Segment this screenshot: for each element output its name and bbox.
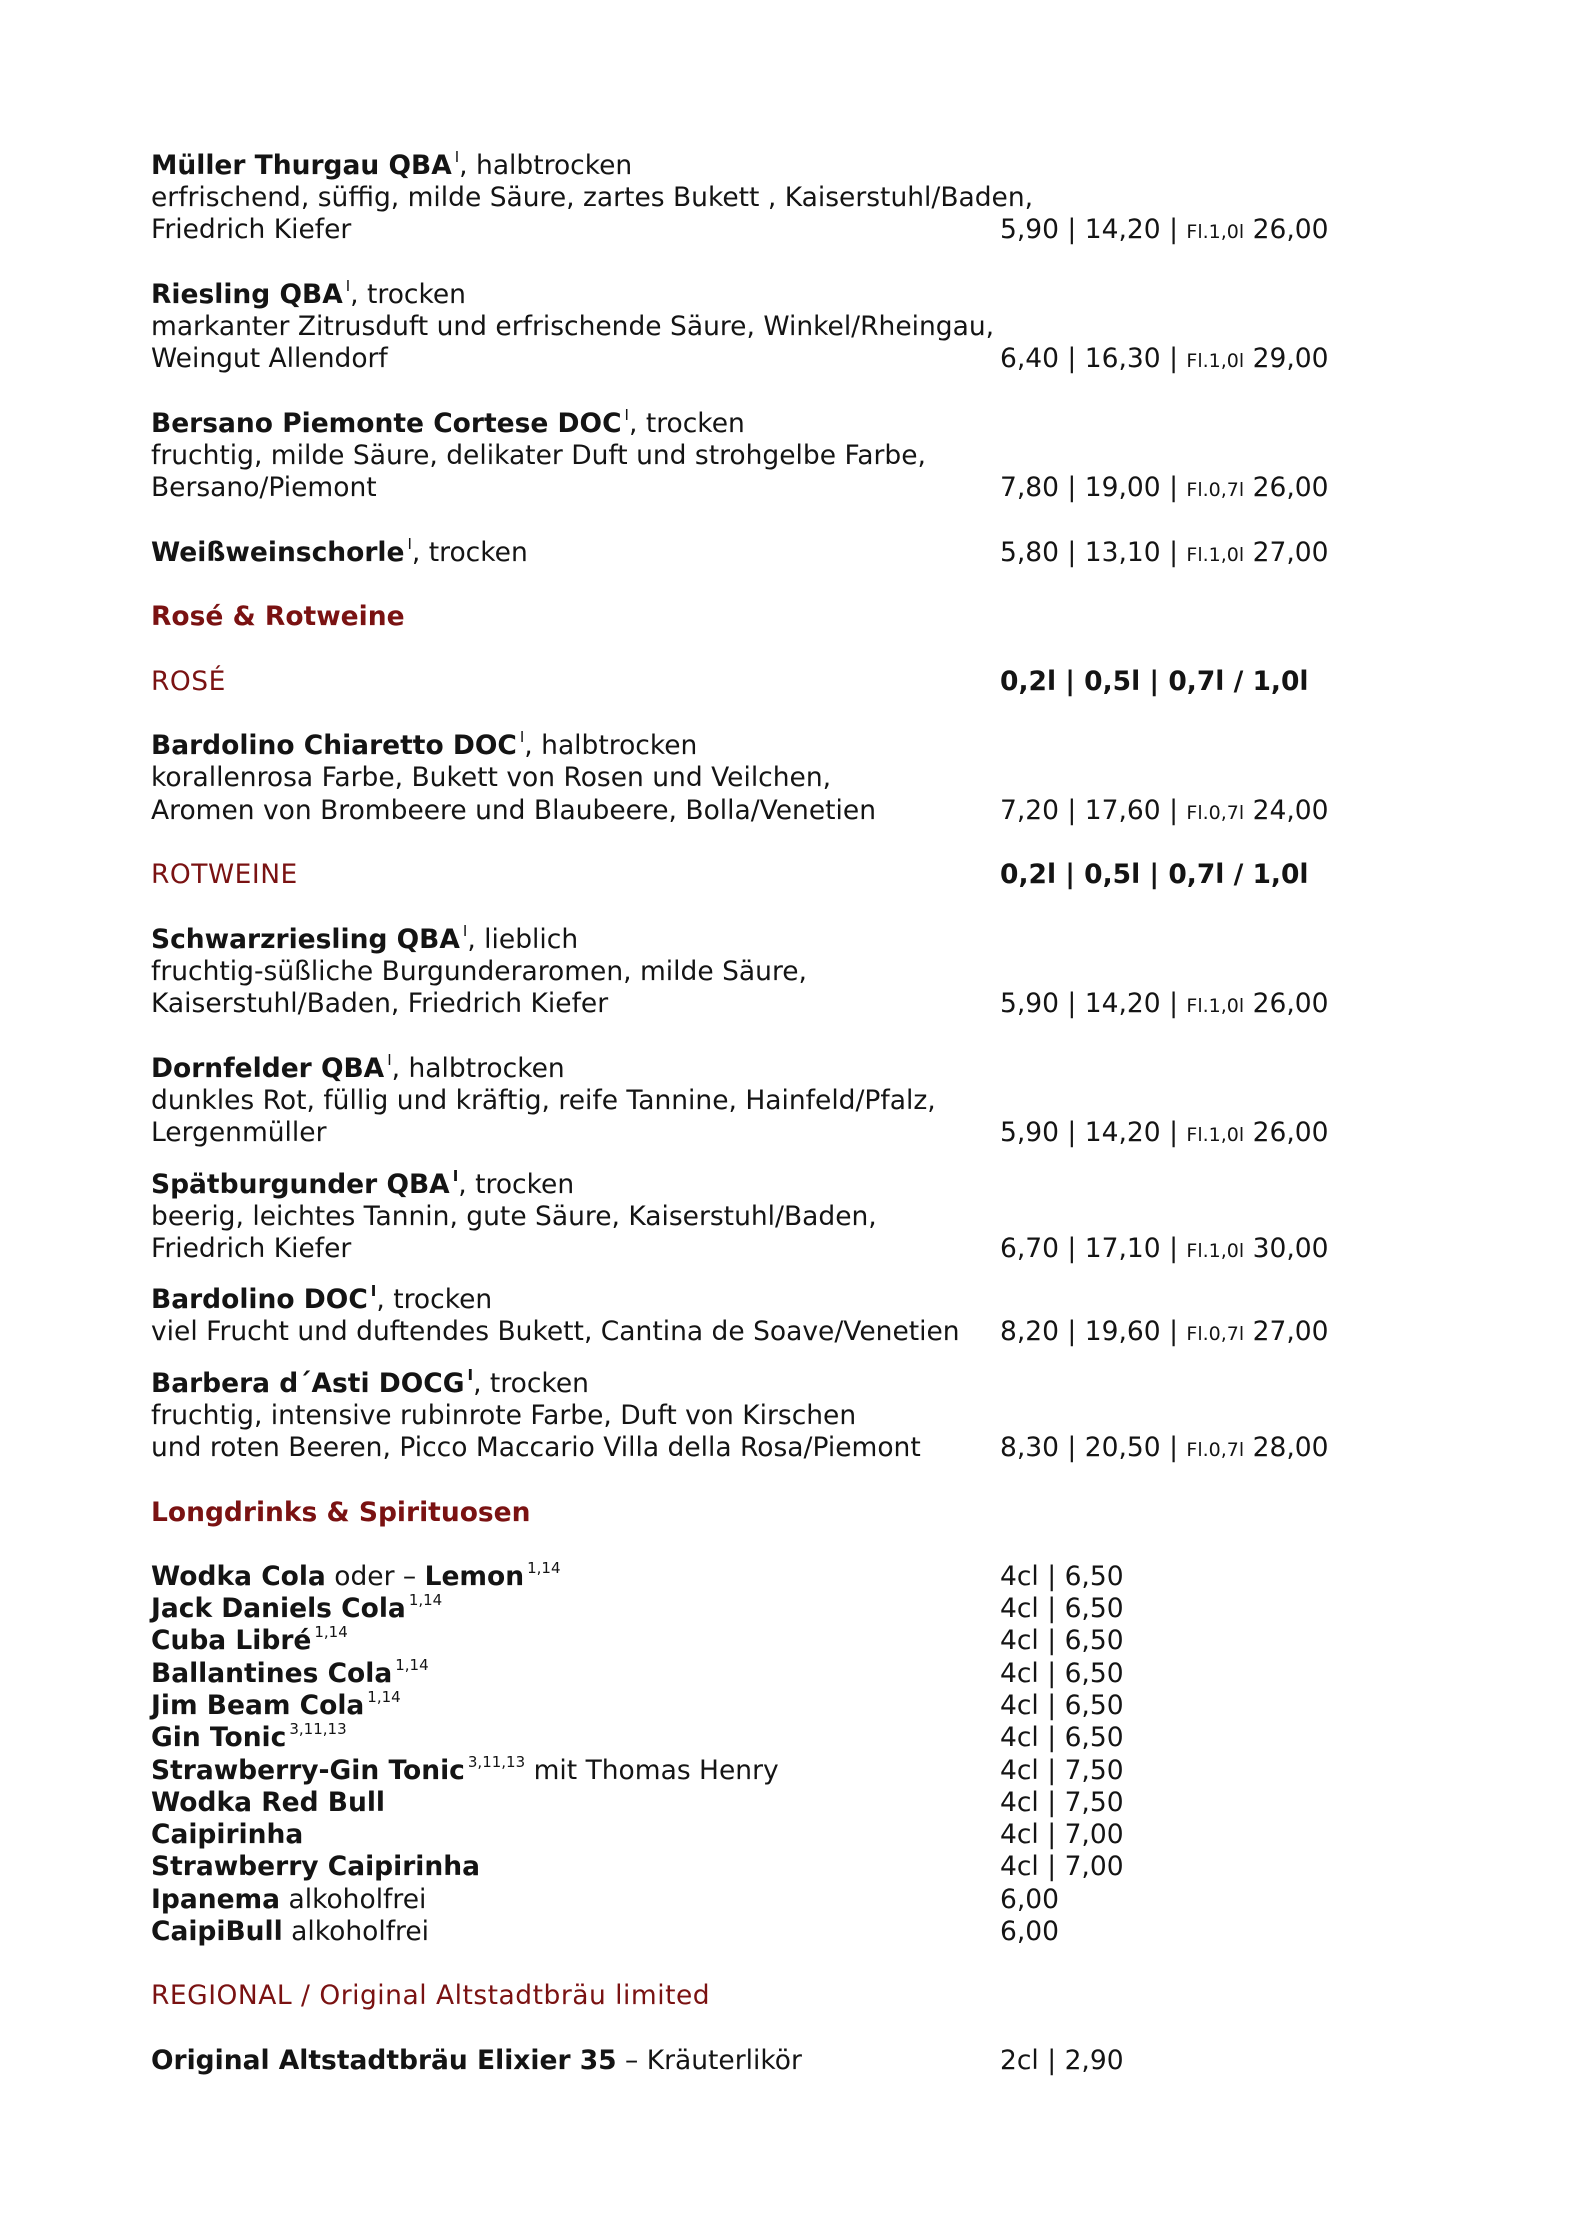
wine-name: Barbera d´Asti DOCG — [151, 1368, 465, 1399]
longdrink-item: Strawberry-Gin Tonic $^{3,11,13}$ mit Thomas Henry — [151, 1753, 779, 1786]
wine-name: Weißweinschorle — [151, 537, 405, 568]
wine-price: 5,90 | 14,20 | Fl.1,0l 26,00 — [1000, 1117, 1329, 1148]
wine-style: , trocken — [376, 1284, 493, 1315]
wine-title — [151, 1368, 589, 1400]
wine-description: markanter Zitrusduft und erfrischende Säure, Winkel/Rheingau, — [151, 311, 995, 342]
allergen-mark: I — [467, 1366, 474, 1384]
longdrink-price: 4cl | 6,50 — [1000, 1625, 1124, 1656]
allergen-mark: I — [370, 1282, 377, 1300]
allergen-mark: I — [462, 922, 468, 940]
wine-price: 7,80 | 19,00 | Fl.0,7l 26,00 — [1000, 472, 1329, 503]
longdrink-item: Jack Daniels Cola $^{1,14}$ — [151, 1591, 443, 1624]
wine-style: , trocken — [473, 1368, 589, 1399]
allergen-mark: I — [452, 1167, 459, 1185]
longdrink-price: 4cl | 7,50 — [1000, 1787, 1124, 1818]
wine-style: , halbtrocken — [459, 150, 633, 181]
wine-style: , halbtrocken — [524, 730, 698, 761]
longdrink-price: 4cl | 7,00 — [1000, 1819, 1124, 1850]
longdrink-price: 4cl | 7,00 — [1000, 1851, 1124, 1882]
wine-name: Bardolino DOC — [151, 1284, 368, 1315]
allergen-mark: I — [454, 148, 460, 166]
longdrink-price: 4cl | 6,50 — [1000, 1561, 1124, 1592]
longdrink-price: 6,00 — [1000, 1884, 1060, 1915]
longdrink-price: 4cl | 6,50 — [1000, 1593, 1124, 1624]
longdrink-item: Ballantines Cola $^{1,14}$ — [151, 1656, 429, 1689]
longdrink-item: Gin Tonic $^{3,11,13}$ — [151, 1720, 347, 1753]
wine-producer: Friedrich Kiefer — [151, 1233, 352, 1264]
allergen-mark: 1,14 — [395, 1656, 429, 1674]
allergen-mark: I — [519, 728, 525, 746]
wine-title — [151, 279, 466, 311]
wine-name: Dornfelder QBA — [151, 1053, 385, 1084]
wine-title — [151, 730, 697, 762]
wine-title — [151, 1053, 565, 1085]
wine-price: 6,70 | 17,10 | Fl.1,0l 30,00 — [1000, 1233, 1329, 1264]
longdrink-price: 4cl | 6,50 — [1000, 1722, 1124, 1753]
wine-producer: Bersano/Piemont — [151, 472, 377, 503]
wine-title — [151, 537, 528, 569]
longdrink-price: 4cl | 6,50 — [1000, 1690, 1124, 1721]
wine-name: Schwarzriesling QBA — [151, 924, 460, 955]
wine-producer: Weingut Allendorf — [151, 343, 388, 374]
wine-description: fruchtig-süßliche Burgunderaromen, milde Säure, — [151, 956, 807, 987]
wine-producer: Aromen von Brombeere und Blaubeere, Bolla/Venetien — [151, 795, 877, 826]
wine-producer: und roten Beeren, Picco Maccario Villa della Rosa/Piemont — [151, 1432, 921, 1463]
wine-description: viel Frucht und duftendes Bukett, Cantina de Soave/Venetien — [151, 1316, 960, 1347]
wine-price: 5,80 | 13,10 | Fl.1,0l 27,00 — [1000, 537, 1329, 568]
size-header: 0,2l | 0,5l | 0,7l / 1,0l — [1000, 666, 1309, 697]
wine-title — [151, 408, 745, 440]
allergen-mark: I — [407, 535, 412, 553]
wine-style: , lieblich — [467, 924, 579, 955]
wine-price: 7,20 | 17,60 | Fl.0,7l 24,00 — [1000, 795, 1329, 826]
wine-description: fruchtig, milde Säure, delikater Duft und strohgelbe Farbe, — [151, 440, 926, 471]
longdrink-item: Wodka Cola oder – Lemon $^{1,14}$ — [151, 1559, 561, 1592]
longdrink-item: Caipirinha — [151, 1819, 304, 1850]
longdrink-price: 4cl | 6,50 — [1000, 1658, 1124, 1689]
wine-title — [151, 150, 632, 182]
longdrink-item: Strawberry Caipirinha — [151, 1851, 480, 1882]
longdrink-item: Ipanema alkoholfrei — [151, 1884, 427, 1915]
wine-price: 8,30 | 20,50 | Fl.0,7l 28,00 — [1000, 1432, 1329, 1463]
allergen-mark: 3,11,13 — [467, 1753, 526, 1771]
allergen-mark: I — [624, 406, 629, 424]
wine-name: Bardolino Chiaretto DOC — [151, 730, 517, 761]
allergen-mark: 3,11,13 — [289, 1720, 347, 1738]
wine-title — [151, 1169, 574, 1201]
wine-description: dunkles Rot, füllig und kräftig, reife Tannine, Hainfeld/Pfalz, — [151, 1085, 936, 1116]
longdrink-item: Wodka Red Bull — [151, 1787, 385, 1818]
section-heading-longdrinks: Longdrinks & Spirituosen — [151, 1497, 531, 1528]
allergen-mark: I — [345, 277, 351, 295]
allergen-mark: I — [387, 1051, 392, 1069]
subheading-rose: ROSÉ — [151, 666, 226, 697]
wine-price: 6,40 | 16,30 | Fl.1,0l 29,00 — [1000, 343, 1329, 374]
wine-producer: Kaiserstuhl/Baden, Friedrich Kiefer — [151, 988, 609, 1019]
longdrink-item: Cuba Libré $^{1,14}$ — [151, 1623, 348, 1656]
wine-price: 8,20 | 19,60 | Fl.0,7l 27,00 — [1000, 1316, 1329, 1347]
allergen-mark: 1,14 — [367, 1688, 401, 1706]
wine-style: , trocken — [411, 537, 528, 568]
wine-name: Müller Thurgau QBA — [151, 150, 452, 181]
allergen-mark: 1,14 — [408, 1591, 443, 1609]
longdrink-price: 6,00 — [1000, 1916, 1060, 1947]
wine-name: Bersano Piemonte Cortese DOC — [151, 408, 622, 439]
longdrink-item: Jim Beam Cola $^{1,14}$ — [151, 1688, 401, 1721]
wine-description: korallenrosa Farbe, Bukett von Rosen und Veilchen, — [151, 762, 832, 793]
wine-style: , trocken — [628, 408, 745, 439]
wine-description: fruchtig, intensive rubinrote Farbe, Duft von Kirschen — [151, 1400, 857, 1431]
wine-price: 5,90 | 14,20 | Fl.1,0l 26,00 — [1000, 214, 1329, 245]
wine-style: , halbtrocken — [391, 1053, 565, 1084]
wine-title — [151, 924, 578, 956]
allergen-mark: 1,14 — [527, 1559, 561, 1577]
allergen-mark: 1,14 — [314, 1623, 348, 1641]
wine-name: Spätburgunder QBA — [151, 1169, 450, 1200]
section-heading-red-wines: Rosé & Rotweine — [151, 601, 405, 632]
wine-price: 5,90 | 14,20 | Fl.1,0l 26,00 — [1000, 988, 1329, 1019]
wine-producer: Friedrich Kiefer — [151, 214, 352, 245]
regional-item: Original Altstadtbräu Elixier 35 – Kräuterlikör — [151, 2045, 802, 2076]
longdrink-item: CaipiBull alkoholfrei — [151, 1916, 430, 1947]
longdrink-price: 4cl | 7,50 — [1000, 1755, 1124, 1786]
wine-title — [151, 1284, 492, 1316]
wine-style: , trocken — [350, 279, 466, 310]
wine-style: , trocken — [458, 1169, 575, 1200]
subheading-red: ROTWEINE — [151, 859, 298, 890]
subheading-regional: REGIONAL / Original Altstadtbräu limited — [151, 1980, 711, 2011]
regional-price: 2cl | 2,90 — [1000, 2045, 1124, 2076]
wine-description: erfrischend, süffig, milde Säure, zartes Bukett , Kaiserstuhl/Baden, — [151, 182, 1034, 213]
wine-producer: Lergenmüller — [151, 1117, 327, 1148]
size-header: 0,2l | 0,5l | 0,7l / 1,0l — [1000, 859, 1309, 890]
wine-name: Riesling QBA — [151, 279, 343, 310]
wine-description: beerig, leichtes Tannin, gute Säure, Kaiserstuhl/Baden, — [151, 1201, 877, 1232]
